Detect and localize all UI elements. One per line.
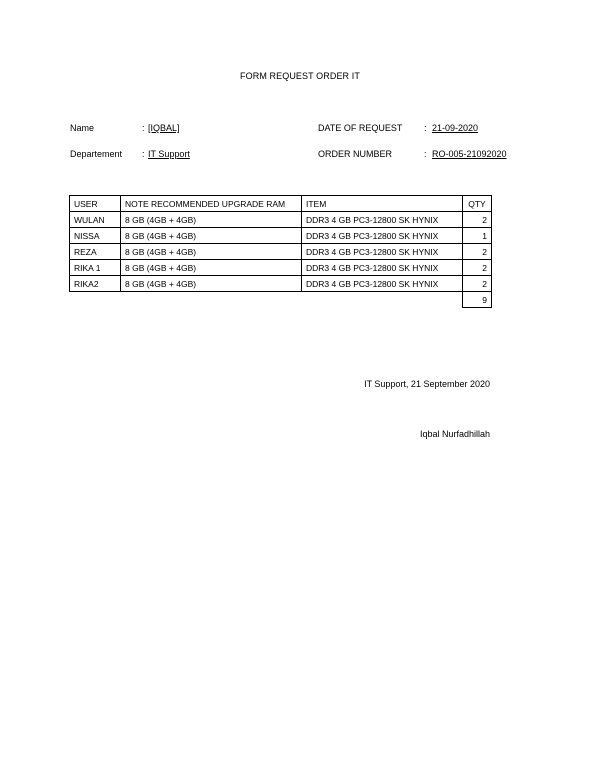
row-qty: 2 (463, 212, 492, 228)
order-label: ORDER NUMBER (318, 149, 393, 159)
header-item: ITEM (302, 196, 463, 212)
name-colon: : (142, 123, 145, 133)
header-qty: QTY (463, 196, 492, 212)
department-colon: : (142, 149, 145, 159)
table-row (70, 244, 492, 260)
department-label: Departement (70, 149, 123, 159)
row-qty: 2 (463, 260, 492, 276)
place-date: IT Support, 21 September 2020 (364, 379, 490, 389)
row-note: 8 GB (4GB + 4GB) (121, 228, 302, 244)
date-label: DATE OF REQUEST (318, 123, 403, 133)
row-user: RIKA2 (70, 276, 121, 292)
row-user: NISSA (70, 228, 121, 244)
total-row (70, 292, 492, 308)
row-item: DDR3 4 GB PC3-12800 SK HYNIX (302, 212, 463, 228)
row-item: DDR3 4 GB PC3-12800 SK HYNIX (302, 260, 463, 276)
table-row (70, 260, 492, 276)
row-user: WULAN (70, 212, 121, 228)
date-colon: : (424, 123, 427, 133)
row-item: DDR3 4 GB PC3-12800 SK HYNIX (302, 228, 463, 244)
order-table (69, 195, 492, 308)
row-qty: 2 (463, 276, 492, 292)
row-note: 8 GB (4GB + 4GB) (121, 260, 302, 276)
table-header-row (70, 196, 492, 212)
name-value: [IQBAL] (148, 123, 180, 133)
table-row (70, 228, 492, 244)
row-note: 8 GB (4GB + 4GB) (121, 244, 302, 260)
header-user: USER (70, 196, 121, 212)
header-note: NOTE RECOMMENDED UPGRADE RAM (121, 196, 302, 212)
total-qty: 9 (463, 292, 492, 308)
signer-name: Iqbal Nurfadhillah (419, 429, 490, 439)
row-qty: 2 (463, 244, 492, 260)
department-value: IT Support (148, 149, 190, 159)
row-note: 8 GB (4GB + 4GB) (121, 276, 302, 292)
name-label: Name (70, 123, 95, 133)
row-user: RIKA 1 (70, 260, 121, 276)
row-note: 8 GB (4GB + 4GB) (121, 212, 302, 228)
date-value: 21-09-2020 (432, 123, 479, 133)
order-value: RO-005-21092020 (432, 149, 507, 159)
table-row (70, 276, 492, 292)
row-item: DDR3 4 GB PC3-12800 SK HYNIX (302, 244, 463, 260)
table-row (70, 212, 492, 228)
row-user: REZA (70, 244, 121, 260)
order-colon: : (424, 149, 427, 159)
form-title: FORM REQUEST ORDER IT (240, 71, 360, 81)
row-item: DDR3 4 GB PC3-12800 SK HYNIX (302, 276, 463, 292)
row-qty: 1 (463, 228, 492, 244)
